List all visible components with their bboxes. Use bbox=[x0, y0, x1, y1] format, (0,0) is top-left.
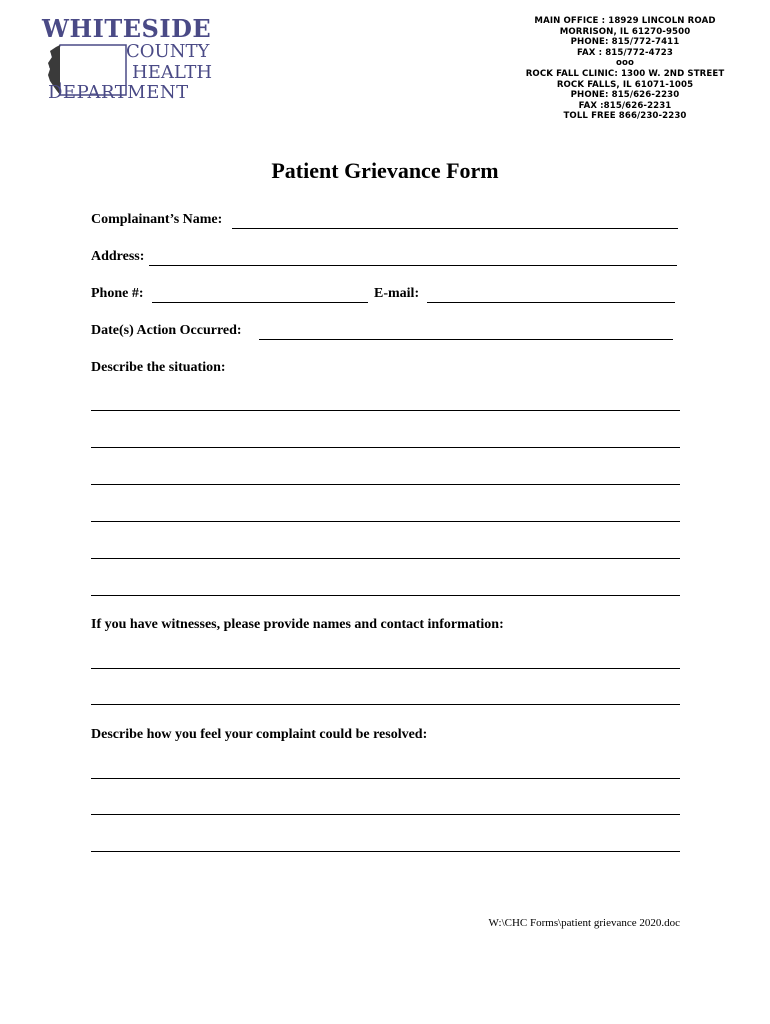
situation-line[interactable] bbox=[91, 521, 680, 522]
clinic-address: ROCK FALL CLINIC: 1300 W. 2ND STREET bbox=[525, 68, 725, 79]
witnesses-label: If you have witnesses, please provide names and contact information: bbox=[91, 617, 504, 632]
email-field[interactable] bbox=[427, 302, 675, 303]
clinic-fax: FAX :815/626-2231 bbox=[578, 100, 672, 111]
resolution-label: Describe how you feel your complaint could be resolved: bbox=[91, 727, 428, 742]
name-label: Complainant’s Name: bbox=[91, 212, 223, 227]
resolution-line[interactable] bbox=[91, 778, 680, 779]
logo-health: HEALTH bbox=[132, 62, 213, 83]
situation-line[interactable] bbox=[91, 484, 680, 485]
dates-label: Date(s) Action Occurred: bbox=[91, 323, 242, 338]
logo-whiteside: WHITESIDE bbox=[42, 14, 212, 43]
resolution-line[interactable] bbox=[91, 814, 680, 815]
logo-county: COUNTY bbox=[126, 41, 210, 62]
clinic-phone: PHONE: 815/626-2230 bbox=[570, 90, 680, 101]
document-path: W:\CHC Forms\patient grievance 2020.doc bbox=[488, 917, 680, 929]
name-field[interactable] bbox=[232, 228, 678, 229]
witnesses-line[interactable] bbox=[91, 704, 680, 705]
contact-separator: ooo bbox=[615, 58, 634, 69]
dates-field[interactable] bbox=[259, 339, 673, 340]
department-logo bbox=[40, 14, 240, 104]
toll-free-phone: TOLL FREE 866/230-2230 bbox=[563, 111, 687, 122]
situation-line[interactable] bbox=[91, 558, 680, 559]
logo-department: DEPARTMENT bbox=[48, 82, 189, 103]
address-field[interactable] bbox=[149, 265, 677, 266]
phone-label: Phone #: bbox=[91, 286, 144, 301]
page-title: Patient Grievance Form bbox=[271, 158, 499, 183]
situation-line[interactable] bbox=[91, 595, 680, 596]
situation-line[interactable] bbox=[91, 410, 680, 411]
situation-line[interactable] bbox=[91, 447, 680, 448]
witnesses-line[interactable] bbox=[91, 668, 680, 669]
main-office-city: MORRISON, IL 61270-9500 bbox=[559, 26, 691, 37]
phone-field[interactable] bbox=[152, 302, 368, 303]
email-label: E-mail: bbox=[374, 286, 420, 301]
address-label: Address: bbox=[91, 249, 145, 264]
resolution-line[interactable] bbox=[91, 851, 680, 852]
contact-info bbox=[520, 16, 730, 122]
main-office-fax: FAX : 815/772-4723 bbox=[577, 47, 673, 58]
main-office-phone: PHONE: 815/772-7411 bbox=[570, 37, 680, 48]
main-office-address: MAIN OFFICE : 18929 LINCOLN ROAD bbox=[534, 16, 716, 26]
clinic-city: ROCK FALLS, IL 61071-1005 bbox=[556, 79, 694, 90]
situation-label: Describe the situation: bbox=[91, 360, 226, 375]
